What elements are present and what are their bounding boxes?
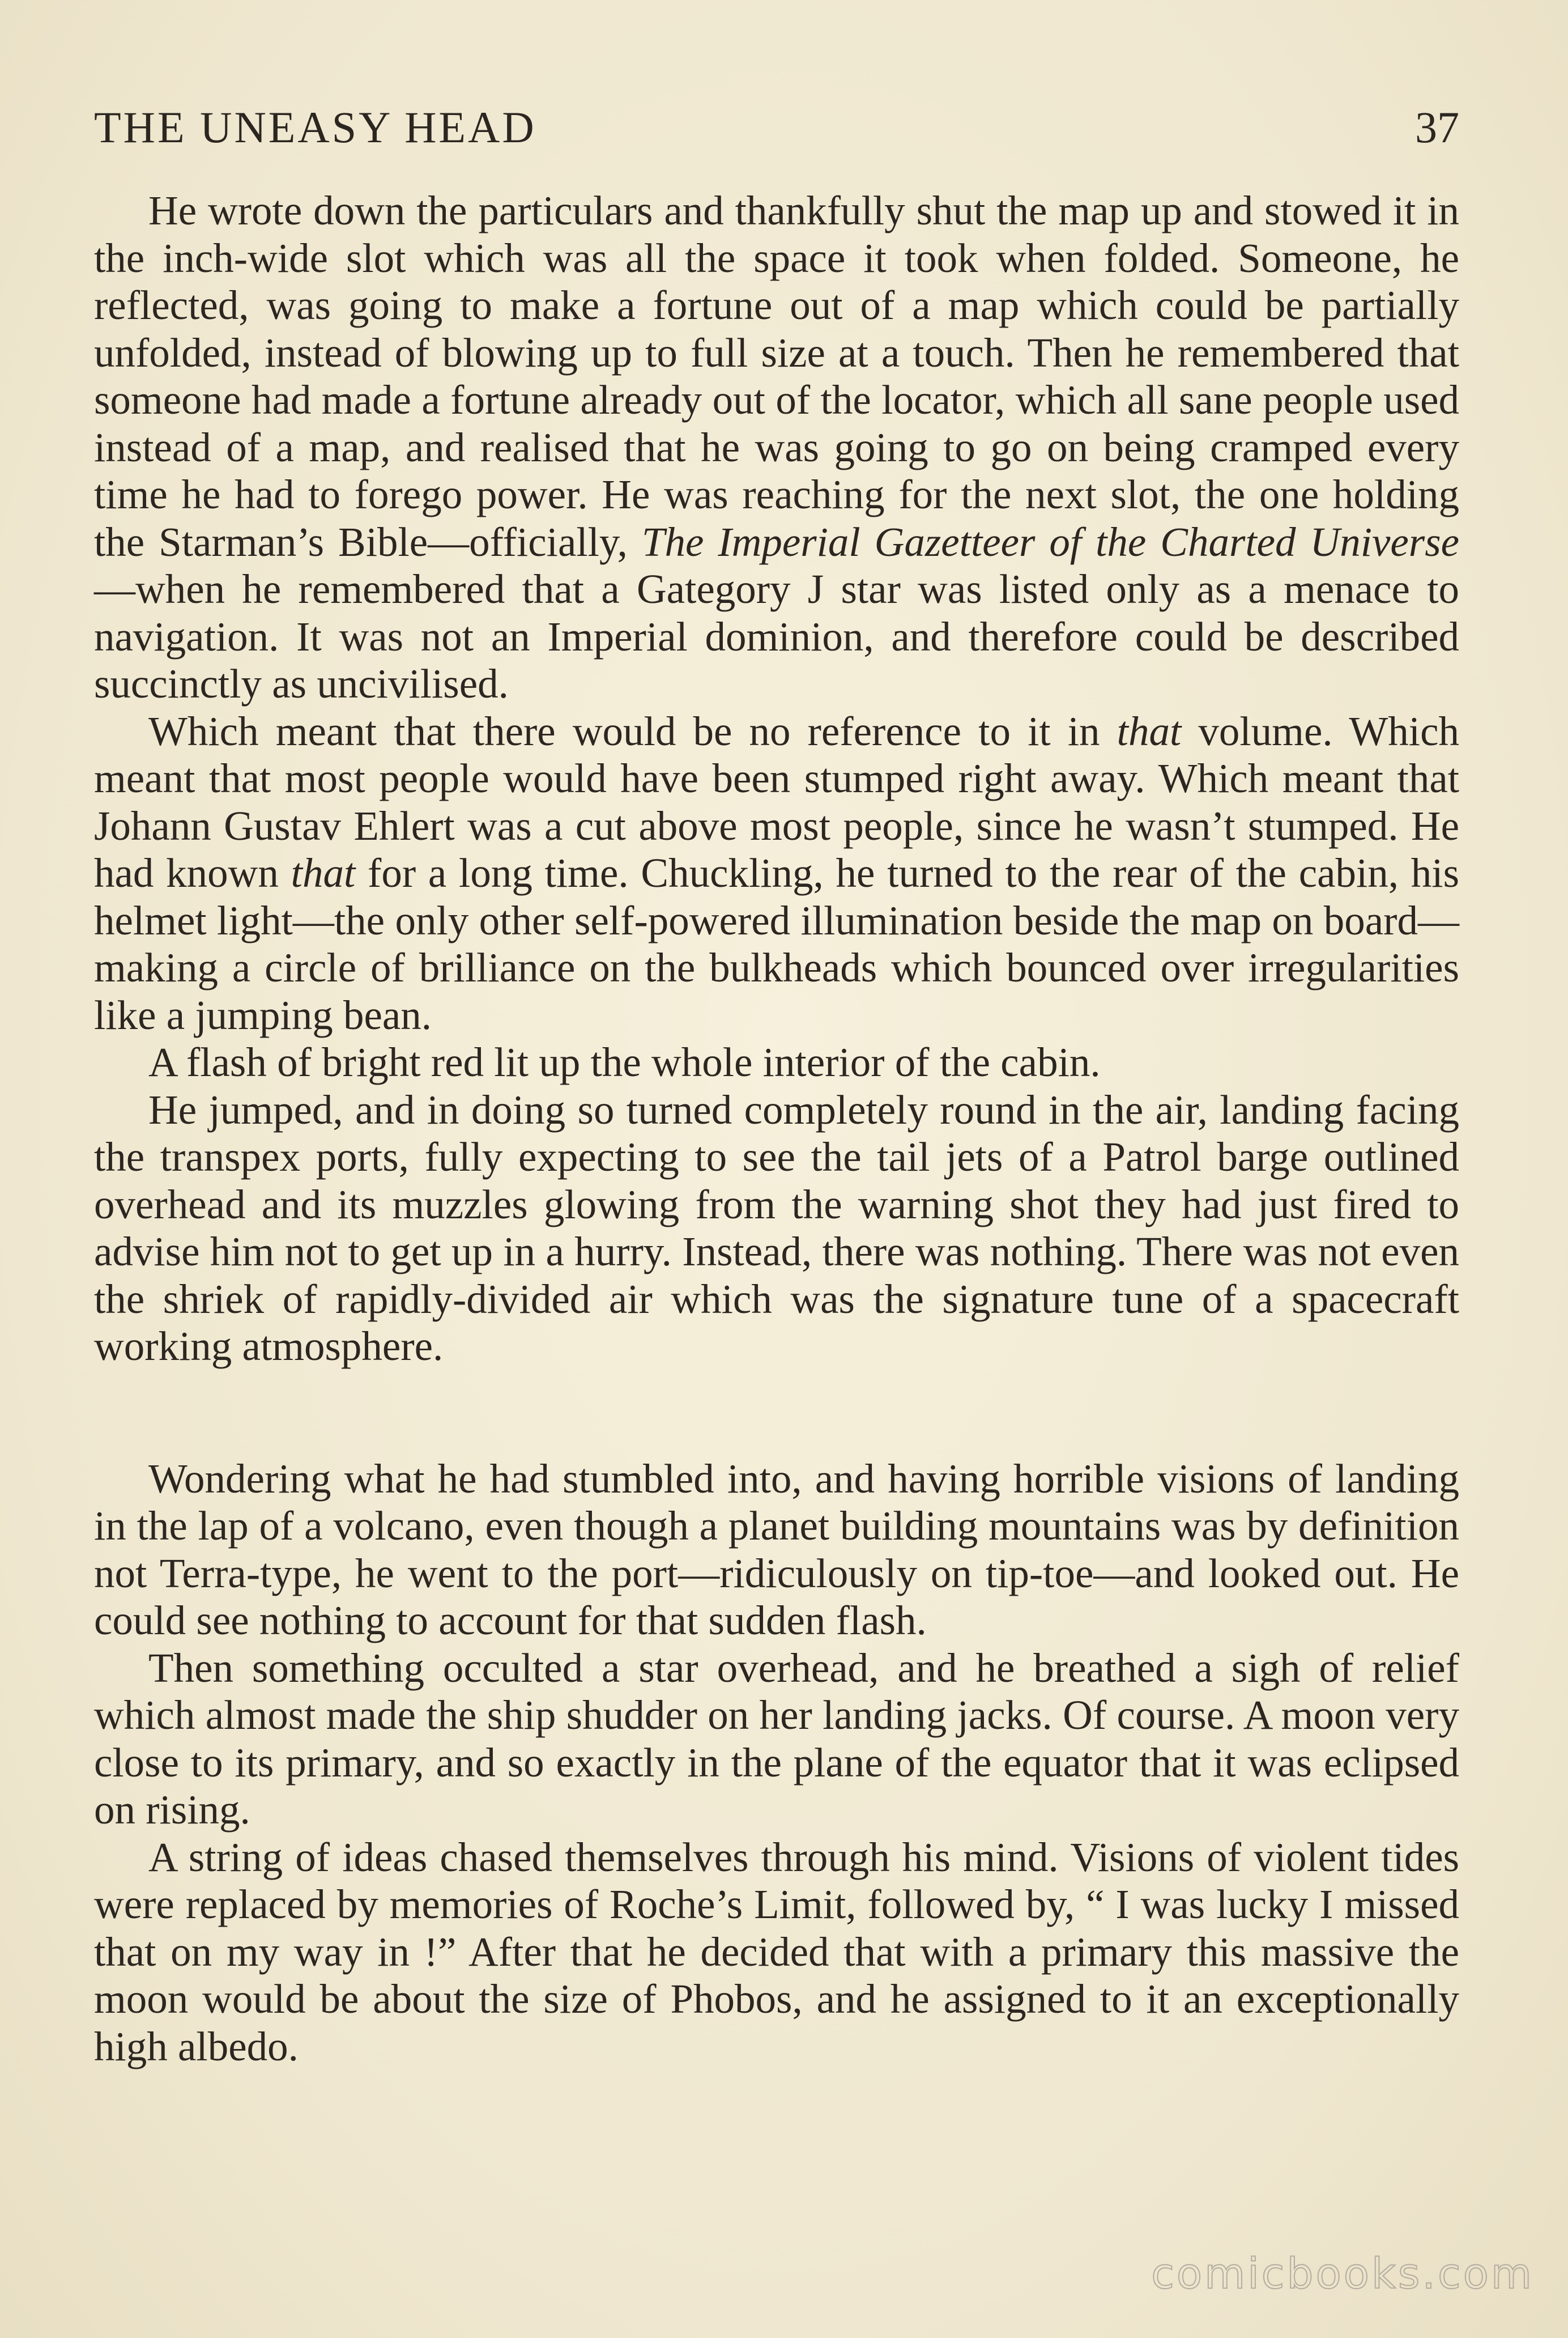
paragraph: Then something occulted a star overhead, and he breathed a sigh of relief which almost made the ship shudder on her landing jacks. Of course. A moon very close to its primary, and so exactly in the plane of the equator that it was eclipsed on rising. <box>94 1644 1459 1833</box>
italic-text: that <box>291 850 356 896</box>
italic-text: that <box>1117 708 1182 754</box>
paragraph: Which meant that there would be no reference to it in that volume. Which meant that most people would have been stumped right away. Which meant that Johann Gustav Ehlert was a cut above most people, since he wasn’t stumped. He had known that for a long time. Chuckling, he turned to the rear of the cabin, his helmet light—the only other self-powered illumination beside the map on board—making a circle of brilliance on the bulkheads which bounced over irregularities like a jumping bean. <box>94 708 1459 1038</box>
page-header <box>94 91 1459 159</box>
paragraph: A string of ideas chased themselves through his mind. Visions of violent tides were replaced by memories of Roche’s Limit, followed by, “ I was lucky I missed that on my way in !” After that he decided that with a primary this massive the moon would be about the size of Phobos, and he assigned to it an exceptionally high albedo. <box>94 1834 1459 2069</box>
body-text <box>94 187 1459 2070</box>
italic-text: The Imperial Gazetteer of the Charted Universe <box>641 518 1459 565</box>
paragraph: Wondering what he had stumbled into, and having horrible visions of landing in the lap of a volcano, even though a planet building mountains was by definition not Terra-type, he went to the port—ridiculously on tip-toe—and looked out. He could see nothing to account for that sudden flash. <box>94 1455 1459 1643</box>
page-number: 37 <box>1415 103 1459 152</box>
watermark: comicbooks.com <box>1151 2250 1534 2298</box>
paragraph: He jumped, and in doing so turned completely round in the air, landing facing the transpex ports, fully expecting to see the tail jets of a Patrol barge outlined overhead and its muzzles glowing from the warning shot they had just fired to advise him not to get up in a hurry. Instead, there was nothing. There was not even the shriek of rapidly-divided air which was the signature tune of a spacecraft working atmosphere. <box>94 1086 1459 1369</box>
paragraph: A flash of bright red lit up the whole interior of the cabin. <box>148 1039 1101 1085</box>
running-head: THE UNEASY HEAD <box>94 103 536 152</box>
paragraph: He wrote down the particulars and thankfully shut the map up and stowed it in the inch-wide slot which was all the space it took when folded. Someone, he reflected, was going to make a fortune out of a map which could be partially unfolded, instead of blowing up to full size at a touch. Then he remembered that someone had made a fortune already out of the locator, which all sane people used instead of a map, and realised that he was going to go on being cramped every time he had to forego power. He was reaching for the next slot, the one holding the Starman’s Bible—officially, The Imperial Gazetteer of the Charted Universe—when he remembered that a Gategory J star was listed only as a menace to navigation. It was not an Imperial dominion, and therefore could be described succinctly as uncivilised. <box>94 188 1459 707</box>
